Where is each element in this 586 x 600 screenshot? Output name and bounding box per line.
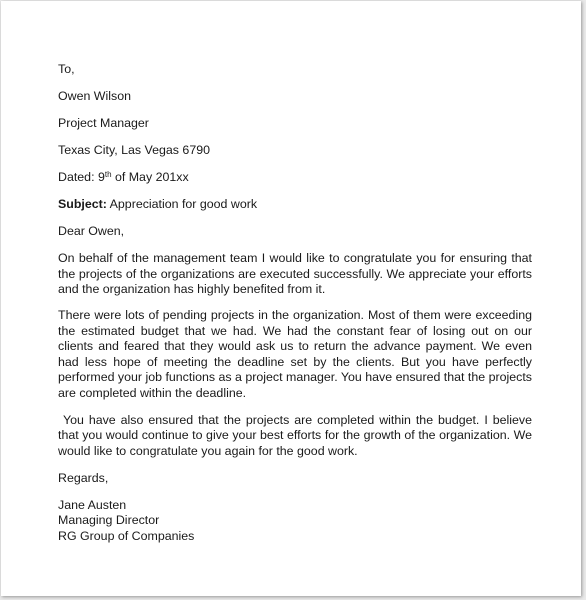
subject-label: Subject: xyxy=(58,197,107,211)
recipient-name: Owen Wilson xyxy=(58,89,131,103)
date-ordinal: th xyxy=(104,170,112,179)
letter-body xyxy=(58,62,536,544)
body-paragraph-1: On behalf of the management team I would like to congratulate you for ensuring that the projects of the organizations are executed successfully. We appreciate your efforts and the organization has highly benefited from it. xyxy=(58,251,532,296)
date-rest: of May 201xx xyxy=(111,170,189,184)
signature-block xyxy=(58,498,532,545)
subject-text: Appreciation for good work xyxy=(106,197,258,211)
recipient-title: Project Manager xyxy=(58,116,149,130)
letter-page xyxy=(1,1,581,596)
letter-date xyxy=(58,170,532,186)
salutation: Dear Owen, xyxy=(58,224,125,238)
sender-company: RG Group of Companies xyxy=(58,528,195,543)
to-label: To, xyxy=(58,62,75,76)
closing: Regards, xyxy=(58,470,109,485)
body-paragraph-3: You have also ensured that the projects are completed within the budget. I believe that you would continue to give your best efforts for the growth of the organization. We would like to congratulate you again for the good work. xyxy=(58,412,536,458)
sender-title: Managing Director xyxy=(58,513,160,527)
date-prefix: Dated: 9 xyxy=(58,170,105,184)
recipient-address: Texas City, Las Vegas 6790 xyxy=(58,143,210,157)
subject-line xyxy=(58,197,532,213)
body-paragraph-2: There were lots of pending projects in the organization. Most of them were exceeding the estimated budget that we had. We had the constant fear of losing out on our clients and feared that they would ask us to return the advance payment. We even had less hope of meeting the deadline set by the clients. But you have perfectly performed your job functions as a project manager. You have ensured that the projects are completed within the deadline. xyxy=(58,308,532,400)
sender-name: Jane Austen xyxy=(58,497,127,512)
